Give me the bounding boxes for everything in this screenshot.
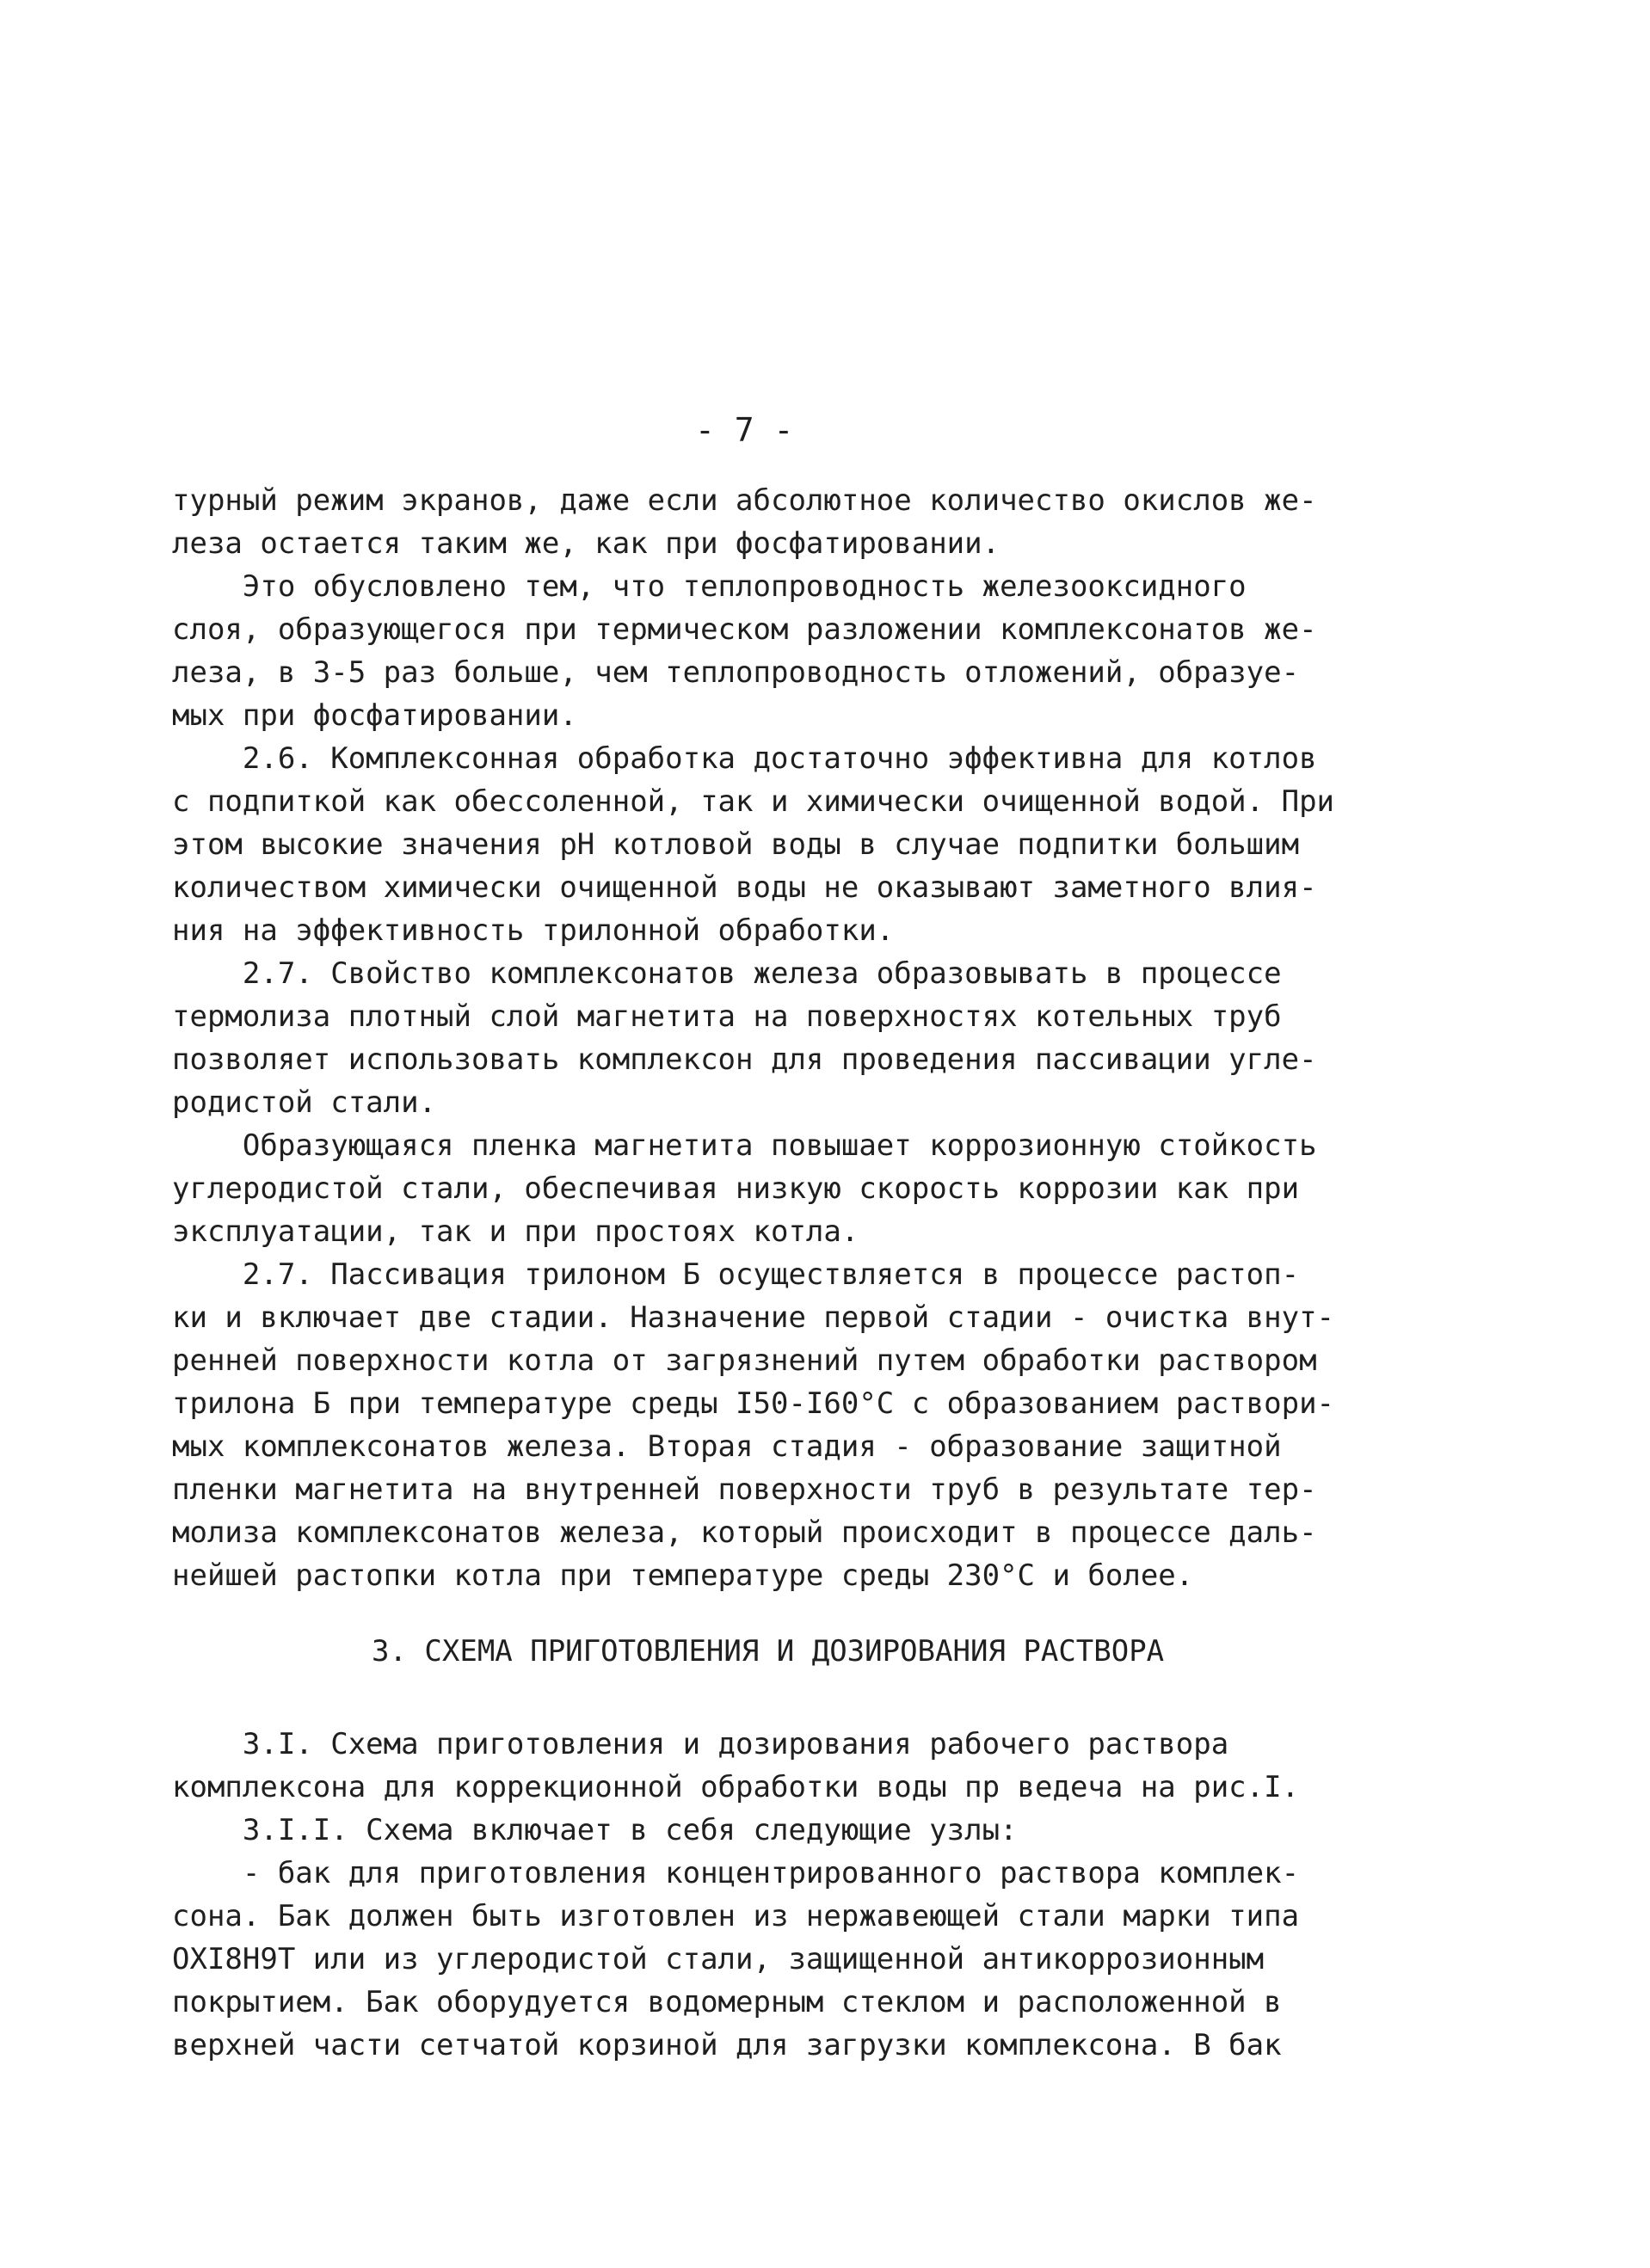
- text-line: Образующаяся пленка магнетита повышает коррозионную стойкость: [172, 1128, 1317, 1163]
- text-line: леза, в 3-5 раз больше, чем теплопроводность отложений, образуе-: [172, 655, 1300, 690]
- text-line: слоя, образующегося при термическом разложении комплексонатов же-: [172, 612, 1317, 647]
- text-line: - бак для приготовления концентрированного раствора комплек-: [172, 1856, 1300, 1890]
- text-line: верхней части сетчатой корзиной для загрузки комплексона. В бак: [172, 2028, 1282, 2062]
- text-line: 3.I. Схема приготовления и дозирования рабочего раствора: [172, 1727, 1229, 1761]
- page-number: - 7 -: [695, 411, 794, 449]
- text-line: трилона Б при температуре среды I50-I60°C с образованием раствори-: [172, 1386, 1335, 1421]
- text-line: количеством химически очищенной воды не оказывают заметного влия-: [172, 870, 1317, 905]
- text-line: этом высокие значения pH котловой воды в случае подпитки большим: [172, 827, 1300, 862]
- text-line: леза остается таким же, как при фосфатировании.: [172, 526, 1000, 561]
- text-line: ния на эффективность трилонной обработки.: [172, 913, 895, 948]
- text-line: Это обусловлено тем, что теплопроводность железооксидного: [172, 569, 1247, 604]
- text-line: ренней поверхности котла от загрязнений путем обработки раствором: [172, 1343, 1317, 1378]
- text-line: термолиза плотный слой магнетита на поверхностях котельных труб: [172, 999, 1282, 1034]
- text-line: OXI8H9T или из углеродистой стали, защищенной антикоррозионным: [172, 1942, 1265, 1976]
- text-line: с подпиткой как обессоленной, так и химически очищенной водой. При: [172, 784, 1335, 819]
- text-line: комплексона для коррекционной обработки воды пр ведеча на рис.I.: [172, 1770, 1300, 1804]
- text-line: пленки магнетита на внутренней поверхности труб в результате тер-: [172, 1472, 1317, 1507]
- text-line: ки и включает две стадии. Назначение первой стадии - очистка внут-: [172, 1300, 1335, 1335]
- text-line: сона. Бак должен быть изготовлен из нержавеющей стали марки типа: [172, 1899, 1300, 1933]
- text-line: 2.6. Комплексонная обработка достаточно эффективна для котлов: [172, 741, 1317, 776]
- text-line: эксплуатации, так и при простоях котла.: [172, 1214, 859, 1249]
- text-line: покрытием. Бак оборудуется водомерным стеклом и расположенной в: [172, 1985, 1282, 2019]
- text-line: турный режим экранов, даже если абсолютное количество окислов же-: [172, 483, 1317, 518]
- section-heading: 3. СХЕМА ПРИГОТОВЛЕНИЯ И ДОЗИРОВАНИЯ РАСТВОРА: [372, 1634, 1165, 1669]
- text-line: 2.7. Пассивация трилоном Б осуществляется в процессе растоп-: [172, 1257, 1300, 1292]
- text-line: молиза комплексонатов железа, который происходит в процессе даль-: [172, 1515, 1317, 1550]
- text-line: родистой стали.: [172, 1085, 437, 1120]
- text-line: мых при фосфатировании.: [172, 698, 577, 733]
- text-line: углеродистой стали, обеспечивая низкую скорость коррозии как при: [172, 1171, 1300, 1206]
- text-line: мых комплексонатов железа. Вторая стадия - образование защитной: [172, 1429, 1282, 1464]
- text-line: 2.7. Свойство комплексонатов железа образовывать в процессе: [172, 956, 1282, 991]
- text-line: 3.I.I. Схема включает в себя следующие узлы:: [172, 1813, 1018, 1847]
- text-line: нейшей растопки котла при температуре среды 230°C и более.: [172, 1558, 1194, 1593]
- text-line: позволяет использовать комплексон для проведения пассивации угле-: [172, 1042, 1317, 1077]
